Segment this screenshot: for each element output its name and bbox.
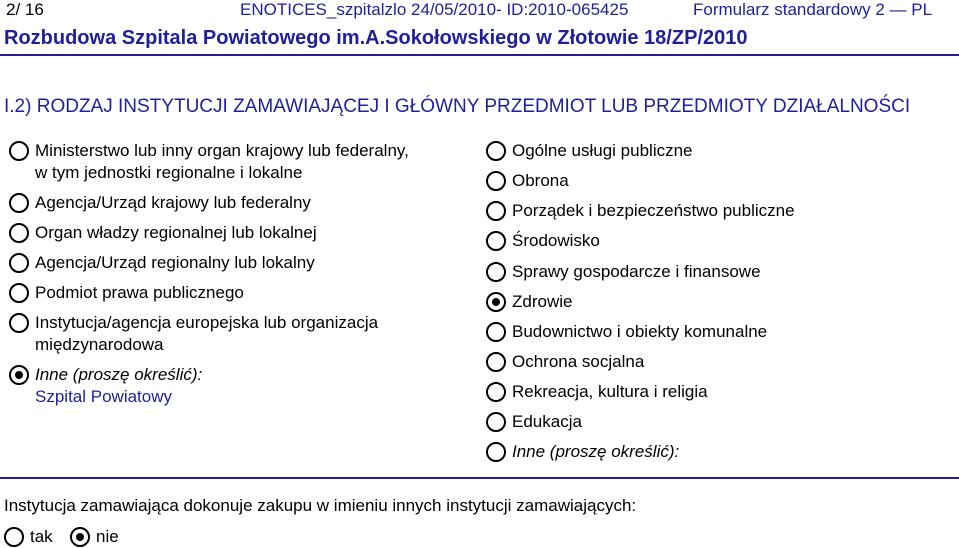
option-public-law-body[interactable] [9, 282, 469, 304]
activity-health[interactable] [486, 291, 946, 313]
other-specified-value: Szpital Powiatowy [35, 387, 173, 406]
radio-unchecked-icon[interactable] [486, 262, 506, 282]
radio-unchecked-icon[interactable] [9, 223, 29, 243]
option-european-institution[interactable] [9, 312, 469, 356]
activity-social-protection[interactable] [486, 351, 946, 373]
option-label: Ministerstwo lub inny organ krajowy lub federalny, [35, 141, 409, 160]
radio-unchecked-icon[interactable] [486, 201, 506, 221]
radio-unchecked-icon[interactable] [486, 382, 506, 402]
activity-defence[interactable] [486, 170, 946, 192]
radio-unchecked-icon[interactable] [9, 253, 29, 273]
section-title: I.2) RODZAJ INSTYTUCJI ZAMAWIAJĄCEJ I GŁÓWNY PRZEDMIOT LUB PRZEDMIOTY DZIAŁALNOŚCI [4, 96, 911, 117]
page-number: 2/ 16 [6, 0, 44, 19]
radio-unchecked-icon[interactable] [486, 412, 506, 432]
option-ministry[interactable] [9, 140, 469, 184]
option-label: Organ władzy regionalnej lub lokalnej [35, 223, 317, 242]
radio-unchecked-icon[interactable] [486, 322, 506, 342]
option-label: Rekreacja, kultura i religia [512, 382, 708, 401]
option-label: nie [96, 527, 119, 546]
option-label: Ogólne usługi publiczne [512, 141, 693, 160]
form-type: Formularz standardowy 2 — PL [693, 0, 933, 19]
radio-checked-icon[interactable] [70, 527, 90, 547]
radio-unchecked-icon[interactable] [486, 141, 506, 161]
option-label-continued: w tym jednostki regionalne i lokalne [35, 163, 303, 182]
option-label: Środowisko [512, 231, 600, 250]
option-label: Ochrona socjalna [512, 352, 645, 371]
radio-unchecked-icon[interactable] [486, 231, 506, 251]
section-divider [0, 477, 959, 479]
radio-unchecked-icon[interactable] [9, 141, 29, 161]
activity-other[interactable] [486, 441, 946, 463]
activity-public-order-safety[interactable] [486, 200, 946, 222]
radio-checked-icon[interactable] [9, 365, 29, 385]
radio-unchecked-icon[interactable] [486, 352, 506, 372]
option-label: Edukacja [512, 412, 582, 431]
option-label-continued: międzynarodowa [35, 335, 164, 354]
activity-general-public-services[interactable] [486, 140, 946, 162]
header-divider [0, 54, 959, 56]
notice-reference: ENOTICES_szpitalzlo 24/05/2010- ID:2010-065425 [240, 0, 629, 19]
radio-unchecked-icon[interactable] [9, 193, 29, 213]
option-regional-authority[interactable] [9, 222, 469, 244]
option-label: Instytucja/agencja europejska lub organizacja [35, 313, 379, 332]
radio-unchecked-icon[interactable] [9, 283, 29, 303]
option-label: Zdrowie [512, 292, 573, 311]
radio-unchecked-icon[interactable] [486, 171, 506, 191]
option-national-agency[interactable] [9, 192, 469, 214]
option-label: Obrona [512, 171, 569, 190]
option-label: Inne (proszę określić): [35, 365, 203, 384]
option-label: Agencja/Urząd regionalny lub lokalny [35, 253, 315, 272]
activity-housing-community[interactable] [486, 321, 946, 343]
activity-recreation-culture-religion[interactable] [486, 381, 946, 403]
option-regional-agency[interactable] [9, 252, 469, 274]
document-title: Rozbudowa Szpitala Powiatowego im.A.Sokołowskiego w Złotowie 18/ZP/2010 [4, 27, 748, 49]
activity-economic-financial[interactable] [486, 261, 946, 283]
option-other[interactable] [9, 364, 469, 408]
on-behalf-no[interactable] [70, 526, 130, 548]
activity-education[interactable] [486, 411, 946, 433]
option-label: Porządek i bezpieczeństwo publiczne [512, 201, 795, 220]
on-behalf-question: Instytucja zamawiająca dokonuje zakupu w imieniu innych instytucji zamawiających: [4, 496, 637, 515]
radio-checked-icon[interactable] [486, 292, 506, 312]
option-label: Podmiot prawa publicznego [35, 283, 244, 302]
radio-unchecked-icon[interactable] [486, 442, 506, 462]
option-label: tak [30, 527, 53, 546]
on-behalf-yes[interactable] [4, 526, 64, 548]
option-label: Sprawy gospodarcze i finansowe [512, 262, 761, 281]
radio-unchecked-icon[interactable] [4, 527, 24, 547]
option-label: Inne (proszę określić): [512, 442, 680, 461]
option-label: Agencja/Urząd krajowy lub federalny [35, 193, 311, 212]
option-label: Budownictwo i obiekty komunalne [512, 322, 768, 341]
activity-environment[interactable] [486, 230, 946, 252]
radio-unchecked-icon[interactable] [9, 313, 29, 333]
